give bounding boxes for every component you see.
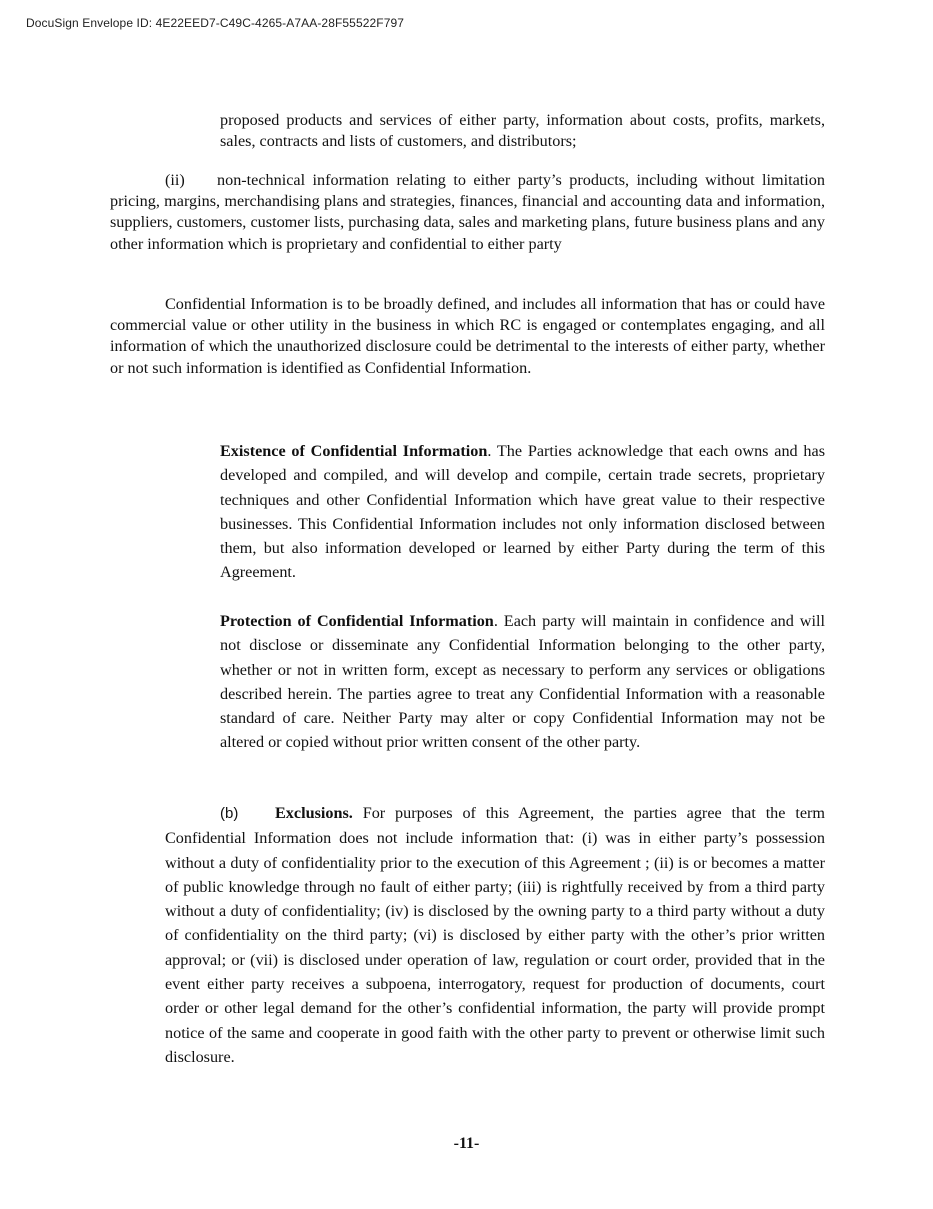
protection-text: . Each party will maintain in confidence and will not disclose or disseminate any Confidential Information belonging to the other party, whether or not in written form, except as necessary to perform any services or obligations described herein. The parties agree to treat any Confidential Information with a reasonable standard of care. Neither Party may alter or copy Confidential Information may not be altered or copied without prior written consent of the other party. [220,612,825,752]
exclusions-paragraph [165,801,825,1069]
exclusions-text: For purposes of this Agreement, the parties agree that the term Confidential Information does not include information that: (i) was in either party’s possession without a duty of confidentiality prior to the execution of this Agreement ; (ii) is or becomes a matter of public knowledge through no fault of either party; (iii) is rightfully received by from a third party without a duty of confidentiality; (iv) is disclosed by the owning party to a third party without a duty of confidentiality on the third party; (vi) is disclosed by either party with the other’s prior written approval; or (vii) is disclosed under operation of law, regulation or court order, provided that in the event either party receives a subpoena, interrogatory, request for production of documents, court order or other legal demand for the other’s confidential information, the party will provide prompt notice of the same and cooperate in good faith with the other party to prevent or otherwise limit such disclosure. [165,804,825,1066]
item-ii-text: non-technical information relating to either party’s products, including without limitation pricing, margins, merchandising plans and strategies, finances, financial and accounting data and information, suppliers, customers, customer lists, purchasing data, sales and marketing plans, future business plans and any other information which is proprietary and confidential to either party [110,171,825,253]
continued-paragraph: proposed products and services of either party, information about costs, profits, markets, sales, contracts and lists of customers, and distributors; [220,111,825,150]
existence-heading: Existence of Confidential Information [220,442,488,460]
protection-paragraph [220,609,825,755]
definition-paragraph: Confidential Information is to be broadly defined, and includes all information that has or could have commercial value or other utility in the business in which RC is engaged or contemplates engaging, and all information of which the unauthorized disclosure could be detrimental to the interests of either party, whether or not such information is identified as Confidential Information. [110,295,825,377]
protection-heading: Protection of Confidential Information [220,612,494,630]
envelope-id: DocuSign Envelope ID: 4E22EED7-C49C-4265-A7AA-28F55522F797 [26,16,405,30]
item-ii-number: (ii) [165,171,185,189]
exclusions-heading: Exclusions. [275,804,353,822]
existence-text: . The Parties acknowledge that each owns and has developed and compiled, and will develop and compile, certain trade secrets, proprietary techniques and other Confidential Information which have great value to their respective businesses. This Confidential Information includes not only information disclosed between them, but also information developed or learned by either Party during the term of this Agreement. [220,442,825,582]
item-ii-paragraph [110,170,825,255]
existence-paragraph [220,439,825,585]
page-number: -11- [453,1135,480,1152]
exclusions-number: (b) [220,805,239,822]
